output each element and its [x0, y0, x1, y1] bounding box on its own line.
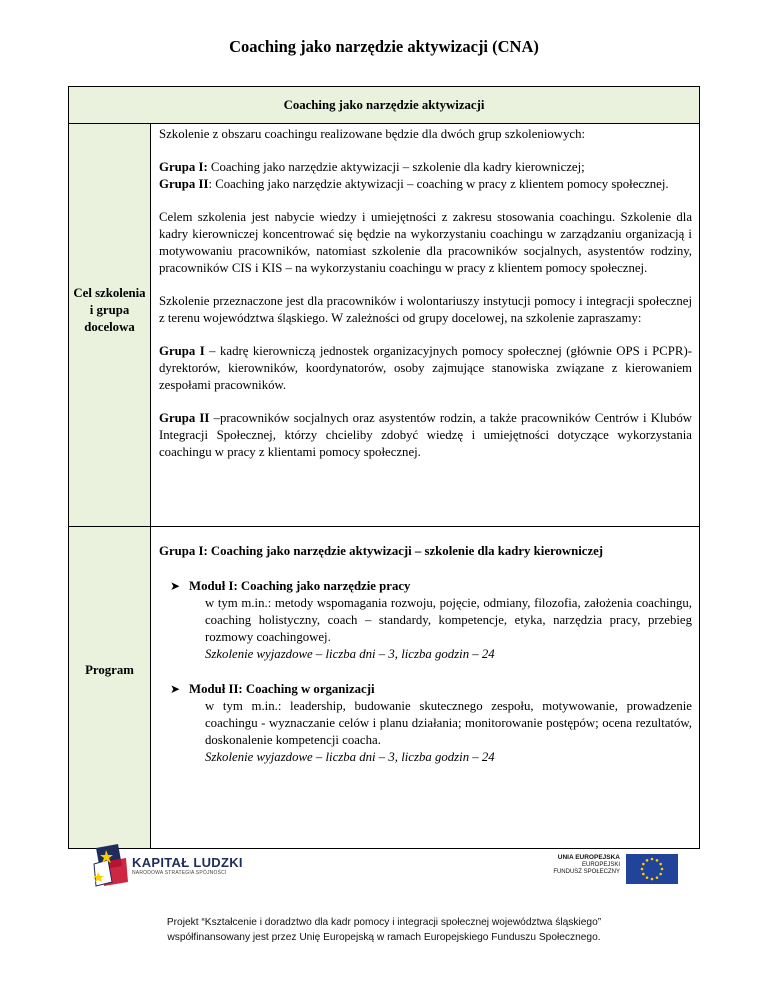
eu-star-icon — [646, 876, 649, 879]
module-body: w tym m.in.: metody wspomagania rozwoju, pojęcie, odmiany, filozofia, założenia coachingu, coaching holistyczny, coach – standardy, kompetencje, etyka, narzędzia pracy, przebieg rozmowy coachingowej. — [205, 596, 692, 644]
footer-line1: Projekt “Kształcenie i doradztwo dla kadr pomocy i integracji społecznej województwa śląskiego” — [166, 917, 602, 928]
audience-paragraph: Szkolenie przeznaczone jest dla pracowników i wolontariuszy instytucji pomocy i integracji społecznej z terenu województwa śląskiego. W zależności od grupy docelowej, na szkolenie zapraszamy: — [159, 294, 692, 325]
audience-group2-label: Grupa II — [159, 411, 210, 425]
goal-paragraph: Celem szkolenia jest nabycie wiedzy i umiejętności z zakresu stosowania coachingu. Szkolenie dla kadry kierowniczej koncentrować się będzie na wykorzystaniu coachingu w zarządzaniu organizacją i motywowaniu pracowników, natomiast szkolenie dla pracowników socjalnych, asystentów rodziny, pracowników CIS i KIS – na wykorzystaniu coachingu w pracy z klientem pomocy społecznej. — [159, 210, 692, 275]
eu-star-icon — [641, 868, 644, 871]
eu-text-line3: FUNDUSZ SPOŁECZNY — [553, 869, 620, 875]
module-footer: Szkolenie wyjazdowe – liczba dni – 3, liczba godzin – 24 — [205, 647, 495, 661]
program-label: Program — [85, 663, 134, 677]
goal-content — [151, 124, 700, 527]
eu-star-icon — [642, 863, 645, 866]
eu-text — [553, 854, 620, 876]
program-content — [151, 527, 700, 849]
module-footer: Szkolenie wyjazdowe – liczba dni – 3, liczba godzin – 24 — [205, 750, 495, 764]
footer-line2: współfinansowany jest przez Unię Europejską w ramach Europejskiego Funduszu Społecznego. — [167, 932, 601, 943]
eu-text-line1: UNIA EUROPEJSKA — [557, 854, 620, 861]
eu-star-icon — [651, 878, 654, 881]
eu-star-icon — [656, 876, 659, 879]
module-item — [159, 578, 692, 663]
program-group-title: Grupa I: Coaching jako narzędzie aktywizacji – szkolenie dla kadry kierowniczej — [159, 544, 604, 558]
goal-label-line2: i grupa docelowa — [84, 303, 135, 334]
eu-star-icon — [661, 868, 664, 871]
module-item — [159, 681, 692, 766]
kapital-ludzki-subtitle: NARODOWA STRATEGIA SPÓJNOŚCI — [132, 870, 227, 876]
kapital-ludzki-emblem-icon — [92, 842, 130, 888]
course-table — [68, 86, 700, 849]
kapital-ludzki-title: KAPITAŁ LUDZKI — [132, 855, 243, 870]
audience-group1-text: – kadrę kierowniczą jednostek organizacyjnych pomocy społecznej (głównie OPS i PCPR)- dyrektorów, kierowników, koordynatorów, osoby zajmujące stanowiska związane z kierowaniem zespołami pracowników. — [159, 344, 692, 392]
eu-text-line2: EUROPEJSKI — [581, 862, 620, 868]
page-title: Coaching jako narzędzie aktywizacji (CNA) — [229, 37, 539, 56]
kapital-ludzki-logo — [92, 842, 252, 888]
module-name: Moduł I: Coaching jako narzędzie pracy — [189, 579, 411, 593]
group2-label: Grupa II — [159, 177, 209, 191]
audience-group1-label: Grupa I — [159, 344, 205, 358]
goal-label — [69, 124, 150, 336]
label-cell-program — [69, 527, 151, 849]
eu-stars-icon — [626, 854, 678, 884]
eu-star-icon — [642, 873, 645, 876]
eu-star-icon — [659, 873, 662, 876]
arrow-bullet-icon: ➤ — [170, 579, 181, 593]
groups-list — [159, 159, 692, 193]
group2-text: : Coaching jako narzędzie aktywizacji – coaching w pracy z klientem pomocy społecznej. — [208, 177, 669, 191]
label-cell-goal — [69, 124, 151, 527]
audience-group2 — [159, 410, 692, 461]
footer-text — [0, 915, 768, 945]
eu-star-icon — [651, 858, 654, 861]
module-name: Moduł II: Coaching w organizacji — [189, 682, 375, 696]
eu-star-icon — [656, 859, 659, 862]
eu-flag-icon — [626, 854, 678, 884]
eu-star-icon — [646, 859, 649, 862]
table-header: Coaching jako narzędzie aktywizacji — [69, 87, 700, 124]
intro-text: Szkolenie z obszaru coachingu realizowane będzie dla dwóch grup szkoleniowych: — [159, 127, 586, 141]
eu-star-icon — [659, 863, 662, 866]
group1-label: Grupa I: — [159, 160, 208, 174]
group1-text: Coaching jako narzędzie aktywizacji – szkolenie dla kadry kierowniczej; — [207, 160, 585, 174]
footer-logos — [0, 842, 768, 892]
audience-group2-text: –pracowników socjalnych oraz asystentów rodzin, a także pracowników Centrów i Klubów Integracji Społecznej, którzy chcieliby zdobyć wiedzę i umiejętności dotyczące wykorzystania coachingu w pracy z klientami pomocy społecznej. — [159, 411, 692, 459]
audience-group1 — [159, 343, 692, 394]
module-body: w tym m.in.: leadership, budowanie skutecznego zespołu, motywowanie, prowadzenie coachingu - wyznaczanie celów i planu działania; monitorowanie postępów; ocena rezultatów, doskonalenie kompetencji coacha. — [205, 699, 692, 747]
goal-label-line1: Cel szkolenia — [73, 286, 146, 300]
eu-logo — [548, 852, 678, 886]
arrow-bullet-icon: ➤ — [170, 682, 181, 696]
